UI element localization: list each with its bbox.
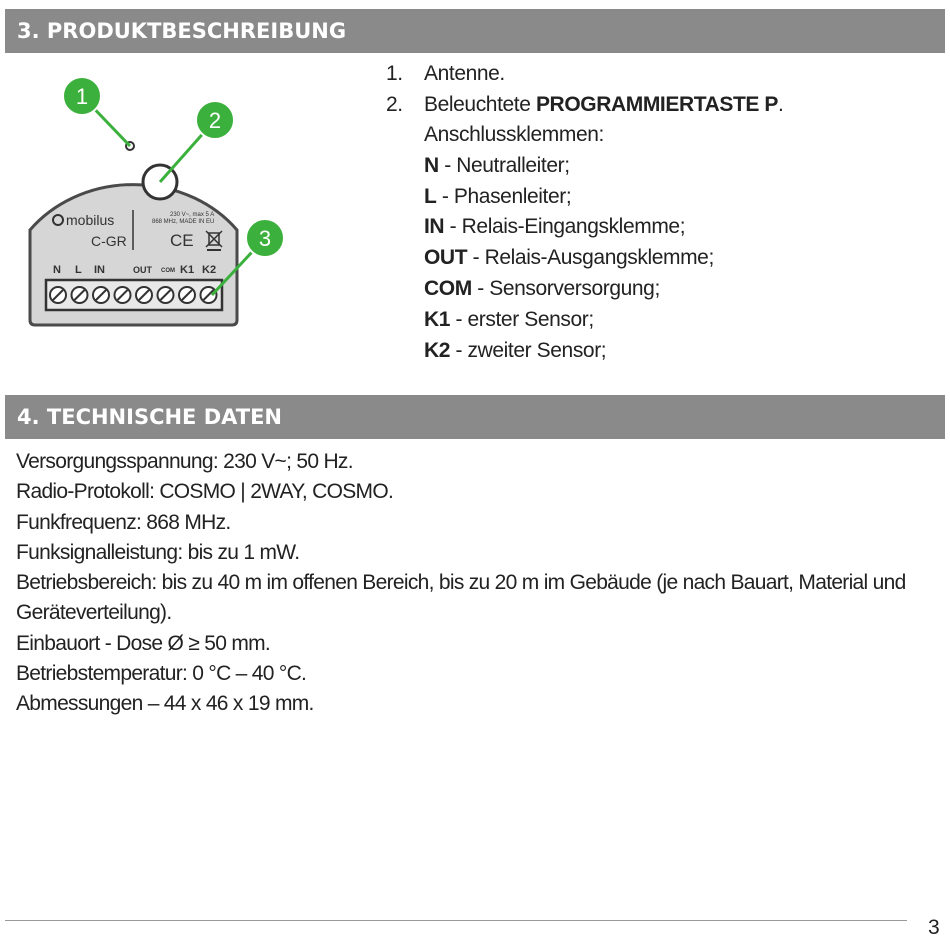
connector-heading: Anschlussklemmen: bbox=[424, 123, 604, 146]
page-number: 3 bbox=[928, 916, 940, 939]
tech-line: Funksignalleistung: bis zu 1 mW. bbox=[16, 540, 300, 564]
terminal-row: IN - Relais-Eingangsklemme; bbox=[424, 215, 686, 239]
device-model: C-GR bbox=[91, 233, 127, 249]
terminal-label-out: OUT bbox=[133, 265, 152, 275]
device-illustration bbox=[20, 70, 300, 340]
terminal-label-l: L bbox=[75, 264, 82, 276]
device-spec-line1: 230 V~, max 5 A bbox=[170, 212, 215, 218]
tech-line: Abmessungen – 44 x 46 x 19 mm. bbox=[16, 692, 314, 716]
terminal-row: K2 - zweiter Sensor; bbox=[424, 338, 607, 362]
section-header-product-description: 3. PRODUKTBESCHREIBUNG bbox=[5, 9, 945, 53]
terminal-row: COM - Sensorversorgung; bbox=[424, 276, 660, 300]
terminal-label-k2: K2 bbox=[202, 264, 217, 276]
ce-mark: CE bbox=[170, 231, 194, 250]
terminal-label-com: COM bbox=[161, 268, 175, 274]
callout-3-label: 3 bbox=[258, 226, 272, 251]
tech-line: Betriebstemperatur: 0 °C – 40 °C. bbox=[16, 662, 307, 686]
section-header-technical-data: 4. TECHNISCHE DATEN bbox=[5, 395, 945, 439]
tech-line: Radio-Protokoll: COSMO | 2WAY, COSMO. bbox=[16, 480, 394, 504]
device-brand: mobilus bbox=[66, 212, 115, 228]
terminal-row: OUT - Relais-Ausgangsklemme; bbox=[424, 246, 714, 270]
device-spec-line2: 868 MHz, MADE IN EU bbox=[152, 219, 215, 225]
tech-line: Einbauort - Dose Ø ≥ 50 mm. bbox=[16, 631, 271, 655]
callout-2-label: 2 bbox=[208, 108, 222, 133]
list-item: 2. Beleuchtete PROGRAMMIERTASTE P. bbox=[386, 93, 784, 116]
list-item: 1. Antenne. bbox=[386, 62, 505, 85]
tech-line: Betriebsbereich: bis zu 40 m im offenen Bereich, bis zu 20 m im Gebäude (je nach Bauart, Material und Geräteverteilung). bbox=[16, 571, 906, 625]
terminal-label-n: N bbox=[53, 264, 61, 276]
product-description-list bbox=[386, 58, 783, 120]
terminal-descriptions bbox=[424, 120, 714, 366]
tech-line: Funkfrequenz: 868 MHz. bbox=[16, 510, 231, 534]
terminal-row: N - Neutralleiter; bbox=[424, 153, 570, 177]
terminal-label-k1: K1 bbox=[180, 264, 195, 276]
tech-line: Versorgungsspannung: 230 V~; 50 Hz. bbox=[16, 450, 353, 473]
footer-divider bbox=[5, 920, 907, 921]
terminal-row: L - Phasenleiter; bbox=[424, 184, 572, 208]
terminal-row: K1 - erster Sensor; bbox=[424, 307, 594, 331]
technical-data-list bbox=[16, 447, 941, 720]
terminal-label-in: IN bbox=[94, 264, 105, 276]
callout-1-label: 1 bbox=[75, 84, 89, 109]
